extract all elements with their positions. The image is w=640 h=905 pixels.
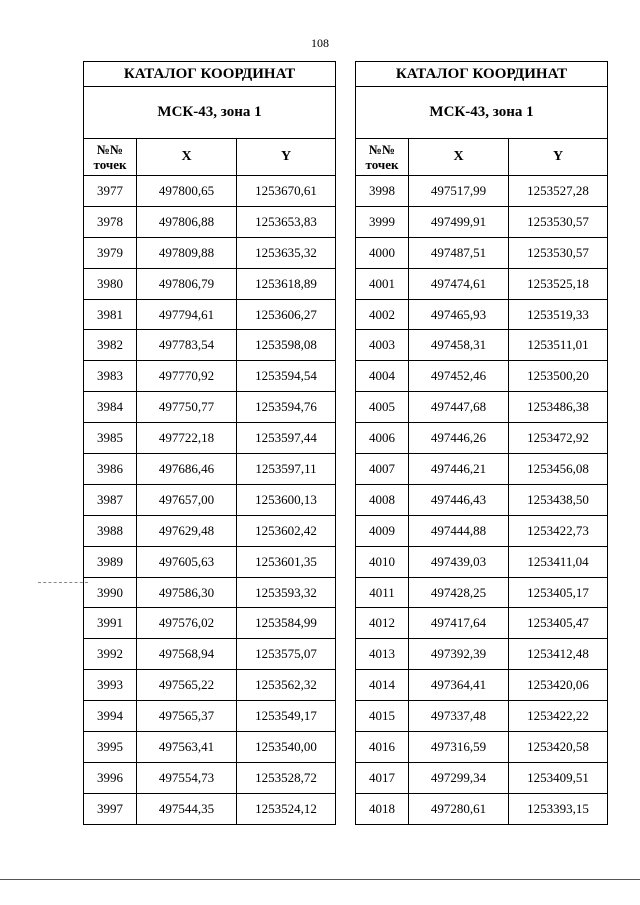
y-coordinate-cell: 1253420,58 [509,732,608,763]
point-number-cell: 4000 [356,237,409,268]
point-number-cell: 3979 [84,237,137,268]
table-row [84,206,336,237]
x-coordinate-cell: 497806,79 [137,268,237,299]
table-row [84,701,336,732]
point-number-header-line1: №№ [368,142,396,157]
y-coordinate-cell: 1253594,54 [237,361,336,392]
coordinate-system-zone: МСК-43, зона 1 [84,87,336,139]
y-coordinate-cell: 1253594,76 [237,392,336,423]
x-coordinate-cell: 497686,46 [137,454,237,485]
y-coordinate-cell: 1253472,92 [509,423,608,454]
table-row [356,361,608,392]
table-row [356,670,608,701]
point-number-cell: 4002 [356,299,409,330]
x-coordinate-cell: 497452,46 [409,361,509,392]
y-coordinate-cell: 1253528,72 [237,762,336,793]
table-row [356,762,608,793]
y-coordinate-cell: 1253593,32 [237,577,336,608]
catalog-title: КАТАЛОГ КООРДИНАТ [84,62,336,87]
x-coordinate-cell: 497657,00 [137,484,237,515]
y-coordinate-cell: 1253524,12 [237,793,336,824]
table-row [84,484,336,515]
x-coordinate-cell: 497565,22 [137,670,237,701]
x-coordinate-cell: 497280,61 [409,793,509,824]
point-number-cell: 3985 [84,423,137,454]
table-row [84,762,336,793]
y-coordinate-cell: 1253527,28 [509,176,608,207]
y-coordinate-cell: 1253405,47 [509,608,608,639]
x-coordinate-cell: 497806,88 [137,206,237,237]
y-coordinate-cell: 1253420,06 [509,670,608,701]
table-row [356,639,608,670]
y-coordinate-cell: 1253606,27 [237,299,336,330]
x-coordinate-cell: 497750,77 [137,392,237,423]
table-row [84,608,336,639]
table-row [84,454,336,485]
table-row [84,237,336,268]
y-coordinate-cell: 1253597,11 [237,454,336,485]
point-number-cell: 4003 [356,330,409,361]
table-row [84,268,336,299]
table-row [84,515,336,546]
table-row [356,299,608,330]
point-number-cell: 4007 [356,454,409,485]
x-coordinate-cell: 497568,94 [137,639,237,670]
point-number-header-line1: №№ [96,142,124,157]
table-row [356,330,608,361]
table-row [356,732,608,763]
point-number-cell: 3995 [84,732,137,763]
y-column-header: Y [509,139,608,176]
y-coordinate-cell: 1253486,38 [509,392,608,423]
table-row [84,299,336,330]
y-coordinate-cell: 1253597,44 [237,423,336,454]
coordinate-catalog-table-right [355,61,608,825]
point-number-cell: 4016 [356,732,409,763]
y-coordinate-cell: 1253530,57 [509,206,608,237]
point-number-header-line2: точек [365,157,399,172]
point-number-cell: 3999 [356,206,409,237]
y-coordinate-cell: 1253549,17 [237,701,336,732]
table-row [84,361,336,392]
table-row [356,515,608,546]
x-coordinate-cell: 497299,34 [409,762,509,793]
point-number-cell: 4001 [356,268,409,299]
point-number-header-line2: точек [93,157,127,172]
y-coordinate-cell: 1253456,08 [509,454,608,485]
point-number-cell: 4012 [356,608,409,639]
table-row [356,176,608,207]
y-coordinate-cell: 1253575,07 [237,639,336,670]
point-number-cell: 4005 [356,392,409,423]
x-coordinate-cell: 497783,54 [137,330,237,361]
table-row [84,176,336,207]
point-number-cell: 3994 [84,701,137,732]
table-row [84,423,336,454]
y-coordinate-cell: 1253412,48 [509,639,608,670]
y-coordinate-cell: 1253670,61 [237,176,336,207]
table-row [356,608,608,639]
y-coordinate-cell: 1253500,20 [509,361,608,392]
table-row [356,392,608,423]
x-coordinate-cell: 497316,59 [409,732,509,763]
point-number-cell: 4014 [356,670,409,701]
point-number-cell: 3977 [84,176,137,207]
point-number-cell: 3978 [84,206,137,237]
point-number-cell: 4011 [356,577,409,608]
point-number-cell: 3997 [84,793,137,824]
table-row [84,732,336,763]
point-number-cell: 4015 [356,701,409,732]
y-coordinate-cell: 1253393,15 [509,793,608,824]
table-row [84,639,336,670]
catalog-title: КАТАЛОГ КООРДИНАТ [356,62,608,87]
y-coordinate-cell: 1253602,42 [237,515,336,546]
table-row [84,793,336,824]
point-number-cell: 3986 [84,454,137,485]
x-coordinate-cell: 497487,51 [409,237,509,268]
y-coordinate-cell: 1253525,18 [509,268,608,299]
table-row [356,484,608,515]
point-number-header [84,139,137,176]
margin-mark [38,582,88,583]
coordinate-system-zone: МСК-43, зона 1 [356,87,608,139]
table-row [84,577,336,608]
point-number-cell: 4013 [356,639,409,670]
point-number-cell: 4009 [356,515,409,546]
y-coordinate-cell: 1253584,99 [237,608,336,639]
table-row [84,330,336,361]
point-number-cell: 3993 [84,670,137,701]
y-coordinate-cell: 1253653,83 [237,206,336,237]
coordinate-catalog-table-left [83,61,336,825]
y-coordinate-cell: 1253405,17 [509,577,608,608]
y-coordinate-cell: 1253635,32 [237,237,336,268]
x-coordinate-cell: 497417,64 [409,608,509,639]
table-row [356,423,608,454]
y-column-header: Y [237,139,336,176]
point-number-cell: 3990 [84,577,137,608]
y-coordinate-cell: 1253519,33 [509,299,608,330]
x-coordinate-cell: 497392,39 [409,639,509,670]
point-number-cell: 3989 [84,546,137,577]
x-coordinate-cell: 497629,48 [137,515,237,546]
x-coordinate-cell: 497722,18 [137,423,237,454]
point-number-cell: 4006 [356,423,409,454]
y-coordinate-cell: 1253511,01 [509,330,608,361]
point-number-cell: 3987 [84,484,137,515]
x-coordinate-cell: 497565,37 [137,701,237,732]
point-number-cell: 4010 [356,546,409,577]
x-coordinate-cell: 497544,35 [137,793,237,824]
point-number-cell: 3983 [84,361,137,392]
x-coordinate-cell: 497517,99 [409,176,509,207]
x-coordinate-cell: 497446,21 [409,454,509,485]
x-coordinate-cell: 497563,41 [137,732,237,763]
table-row [356,701,608,732]
y-coordinate-cell: 1253601,35 [237,546,336,577]
x-coordinate-cell: 497576,02 [137,608,237,639]
point-number-cell: 3984 [84,392,137,423]
x-coordinate-cell: 497586,30 [137,577,237,608]
x-coordinate-cell: 497364,41 [409,670,509,701]
table-row [356,206,608,237]
point-number-cell: 3992 [84,639,137,670]
page-number: 108 [311,36,329,50]
x-coordinate-cell: 497428,25 [409,577,509,608]
y-coordinate-cell: 1253438,50 [509,484,608,515]
x-coordinate-cell: 497770,92 [137,361,237,392]
y-coordinate-cell: 1253530,57 [509,237,608,268]
x-column-header: X [409,139,509,176]
x-coordinate-cell: 497444,88 [409,515,509,546]
table-row [84,392,336,423]
point-number-cell: 3981 [84,299,137,330]
table-row [356,454,608,485]
x-coordinate-cell: 497447,68 [409,392,509,423]
point-number-cell: 4004 [356,361,409,392]
y-coordinate-cell: 1253422,73 [509,515,608,546]
table-row [356,268,608,299]
point-number-cell: 3991 [84,608,137,639]
y-coordinate-cell: 1253598,08 [237,330,336,361]
point-number-cell: 3980 [84,268,137,299]
point-number-cell: 3996 [84,762,137,793]
x-coordinate-cell: 497446,43 [409,484,509,515]
y-coordinate-cell: 1253409,51 [509,762,608,793]
point-number-cell: 4018 [356,793,409,824]
y-coordinate-cell: 1253618,89 [237,268,336,299]
x-column-header: X [137,139,237,176]
table-row [356,793,608,824]
x-coordinate-cell: 497554,73 [137,762,237,793]
y-coordinate-cell: 1253540,00 [237,732,336,763]
y-coordinate-cell: 1253600,13 [237,484,336,515]
x-coordinate-cell: 497474,61 [409,268,509,299]
table-row [356,577,608,608]
x-coordinate-cell: 497800,65 [137,176,237,207]
table-row [84,546,336,577]
table-row [356,546,608,577]
x-coordinate-cell: 497458,31 [409,330,509,361]
point-number-cell: 4008 [356,484,409,515]
y-coordinate-cell: 1253562,32 [237,670,336,701]
x-coordinate-cell: 497439,03 [409,546,509,577]
x-coordinate-cell: 497809,88 [137,237,237,268]
x-coordinate-cell: 497465,93 [409,299,509,330]
x-coordinate-cell: 497337,48 [409,701,509,732]
point-number-cell: 3998 [356,176,409,207]
page-bottom-rule [0,879,640,880]
x-coordinate-cell: 497794,61 [137,299,237,330]
y-coordinate-cell: 1253422,22 [509,701,608,732]
point-number-cell: 4017 [356,762,409,793]
table-row [356,237,608,268]
x-coordinate-cell: 497605,63 [137,546,237,577]
point-number-header [356,139,409,176]
x-coordinate-cell: 497446,26 [409,423,509,454]
x-coordinate-cell: 497499,91 [409,206,509,237]
y-coordinate-cell: 1253411,04 [509,546,608,577]
point-number-cell: 3982 [84,330,137,361]
point-number-cell: 3988 [84,515,137,546]
table-row [84,670,336,701]
